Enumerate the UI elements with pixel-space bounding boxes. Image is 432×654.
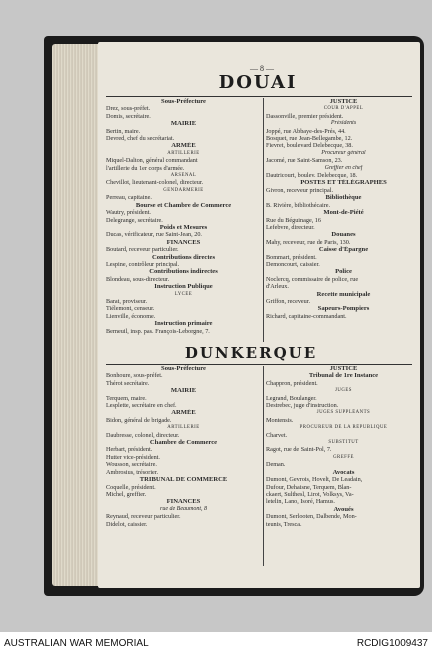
entry-line: Legrand, Boulanger. (266, 394, 317, 402)
entry-line: Lespine, contrôleur principal. (106, 260, 180, 268)
section-heading: Avoués (333, 505, 354, 513)
role-heading: Procureur général (321, 149, 366, 156)
section-heading: Caisse d'Épargne (318, 246, 369, 254)
entry-line: Rue du Béguinage, 16 (266, 216, 321, 224)
section-heading: JUSTICE (329, 98, 358, 105)
dunkerque-left-column (106, 365, 261, 528)
entry-line: Givron, receveur principal. (266, 186, 334, 194)
entry-line: Ambrosius, trésorier. (106, 468, 159, 476)
entry-line: Daubresse, colonel, directeur. (106, 431, 180, 439)
section-heading: Bourse et Chambre de Commerce (135, 201, 232, 209)
entry-line: Barat, proviseur. (106, 297, 148, 305)
entry-line: Lienville, économe. (106, 312, 156, 320)
entry-line: Richard, capitaine-commandant. (266, 312, 347, 320)
entry-line: Miquel-Dalton, général commandant (106, 157, 198, 165)
entry-line: Joppé, rue Abbaye-des-Prés, 44. (266, 127, 346, 135)
page-number: — 8 — (250, 64, 274, 73)
entry-line: Bonhoure, sous-préfet. (106, 372, 163, 380)
entry-line: Didelot, caissier. (106, 520, 148, 528)
section-heading: Tribunal de 1re Instance (308, 372, 379, 380)
section-heading: TRIBUNAL DE COMMERCE (139, 476, 228, 484)
section-subheading: GENDARMERIE (163, 187, 204, 193)
entry-line: Chappron, président. (266, 379, 318, 387)
address-line: rue de Beaumont, 8 (160, 505, 207, 512)
column-divider (263, 366, 264, 566)
section-heading: Sous-Préfecture (161, 98, 206, 105)
entry-line: Domis, secrétaire. (106, 112, 151, 120)
section-heading: Police (335, 268, 352, 276)
entry-line: B. Rivière, bibliothécaire. (266, 201, 331, 209)
entry-line: d'Arleux. (266, 283, 289, 291)
section-subheading: SUBSTITUT (328, 440, 359, 446)
entry-line: Ducas, vérificateur, rue Saint-Jean, 20. (106, 231, 202, 239)
entry-line: Lesplette, secrétaire en chef. (106, 402, 177, 410)
entry-line: Coquelle, président. (106, 483, 156, 491)
section-heading: Avocats (332, 468, 355, 476)
entry-line: Montensis. (266, 416, 294, 424)
record-id: RCDIG1009437 (356, 638, 428, 649)
entry-line: Drez, sous-préfet. (106, 105, 151, 113)
section-heading: Instruction primaire (154, 320, 213, 328)
section-subheading: ARSENAL (170, 173, 197, 179)
section-heading: Douanes (331, 231, 356, 239)
entry-line: Bertin, maire. (106, 127, 141, 135)
entry-line: Dufour, Dehaisne, Terquem, Blan- (266, 483, 352, 491)
entry-line: Mahy, receveur, rue de Paris, 130. (266, 238, 351, 246)
dunkerque-right-column (266, 365, 420, 528)
book-page (98, 42, 420, 588)
entry-line: Berneuil, insp. pas. François-Leborgne, 7. (106, 327, 210, 335)
entry-line: Wousson, secrétaire. (106, 461, 157, 469)
section-heading: FINANCES (166, 238, 201, 246)
entry-line: Noclercq, commissaire de police, rue (266, 275, 359, 283)
section-subheading: ARTILLERIE (167, 150, 200, 156)
institution-label: AUSTRALIAN WAR MEMORIAL (4, 638, 149, 649)
entry-line: Ragot, rue de Saint-Pol, 7. (266, 446, 332, 454)
entry-line: Dumont, Gevrois, Hovelt, De Leadain, (266, 476, 363, 484)
page-edges (52, 44, 102, 586)
section-heading: Contributions directes (151, 253, 216, 261)
section-heading: MAIRIE (170, 120, 197, 128)
entry-line: Terquem, maire. (106, 394, 147, 402)
section-subheading: PROCUREUR DE LA RÉPUBLIQUE (299, 425, 388, 431)
section-heading: Mont-de-Piété (323, 209, 364, 217)
section-heading: Instruction Publique (154, 283, 213, 291)
entry-line: Dautricourt, boulev. Delebecque, 18. (266, 172, 358, 180)
entry-line: letelin, Lano, Isoré, Hamus. (266, 498, 335, 506)
entry-line: l'artillerie du 1er corps d'armée. (106, 164, 185, 172)
entry-line: Thérot secrétaire. (106, 379, 150, 387)
role-heading: Greffier en chef (324, 164, 363, 171)
entry-line: Hutter vice-président. (106, 453, 160, 461)
section-heading: Poids et Mesures (159, 223, 208, 231)
section-heading: MAIRIE (170, 387, 197, 395)
entry-line: Herbart, président. (106, 446, 153, 454)
section-heading: JUSTICE (329, 365, 358, 372)
section-subheading: ARTILLERIE (167, 425, 200, 431)
section-subheading: LYCÉE (174, 291, 193, 297)
entry-line: Chevillot, lieutenant-colonel, directeur. (106, 179, 204, 187)
section-heading: POSTES ET TÉLÉGRAPHES (300, 179, 387, 187)
section-subheading: JUGES (335, 388, 352, 394)
entry-line: Fievret, boulevard Delebecque, 38. (266, 142, 353, 150)
section-heading: Sapeurs-Pompiers (317, 305, 370, 313)
entry-line: Deman. (266, 461, 286, 469)
entry-line: Griffon, receveur. (266, 297, 311, 305)
caption-strip (0, 632, 432, 654)
entry-line: Lefebvre, directeur. (266, 223, 315, 231)
entry-line: Blondeau, sous-directeur. (106, 275, 170, 283)
entry-line: Charvet. (266, 431, 288, 439)
section-subheading: GREFFE (333, 454, 354, 460)
entry-line: Reynaud, receveur particulier. (106, 513, 181, 521)
entry-line: Bommart, président. (266, 253, 317, 261)
section-heading: FINANCES (166, 498, 201, 506)
section-heading: Contributions indirectes (149, 268, 218, 276)
section-heading: Recette municipale (316, 290, 371, 298)
section-heading: ARMÉE (171, 409, 196, 417)
douai-right-column (266, 98, 420, 320)
entry-line: Jacomé, rue Saint-Samson, 23. (266, 157, 343, 165)
entry-line: Destrebec, juge d'instruction. (266, 402, 339, 410)
entry-line: Michel, greffier. (106, 490, 147, 498)
entry-line: Boutard, receveur particulier. (106, 246, 179, 254)
city-title-dunkerque: DUNKERQUE (184, 344, 318, 362)
entry-line: Delegrange, secrétaire. (106, 216, 163, 224)
section-heading: ARMÉE (171, 142, 196, 150)
entry-line: ckaert, Sulthesl, Lirot, Volksys, Va- (266, 490, 354, 498)
entry-line: Wautry, président. (106, 209, 151, 217)
douai-left-column (106, 98, 261, 335)
entry-line: Demoncourt, caissier. (266, 260, 320, 268)
column-divider (263, 98, 264, 342)
entry-line: Devred, chef du secrétariat. (106, 135, 175, 143)
section-subheading: JUGES SUPPLÉANTS (316, 410, 371, 416)
section-heading: Sous-Préfecture (161, 365, 206, 372)
city-title-douai: DOUAI (218, 72, 298, 93)
entry-line: Perreau, capitaine. (106, 194, 152, 202)
section-subheading: COUR D'APPEL (323, 106, 364, 112)
section-heading: Bibliothèque (325, 194, 362, 202)
role-heading: Présidents (330, 120, 357, 127)
entry-line: teunis, Tresca. (266, 520, 302, 528)
divider-rule (106, 96, 412, 97)
entry-line: Bidon, général de brigade. (106, 416, 172, 424)
entry-line: Dassonville, premier président. (266, 112, 344, 120)
section-heading: Chambre de Commerce (149, 439, 218, 447)
entry-line: Tiélemont, censeur. (106, 305, 155, 313)
entry-line: Bosquet, rue Jean-Bellegambe, 12. (266, 135, 353, 143)
entry-line: Dumont, Serlooten, Dalbende, Mon- (266, 513, 357, 521)
